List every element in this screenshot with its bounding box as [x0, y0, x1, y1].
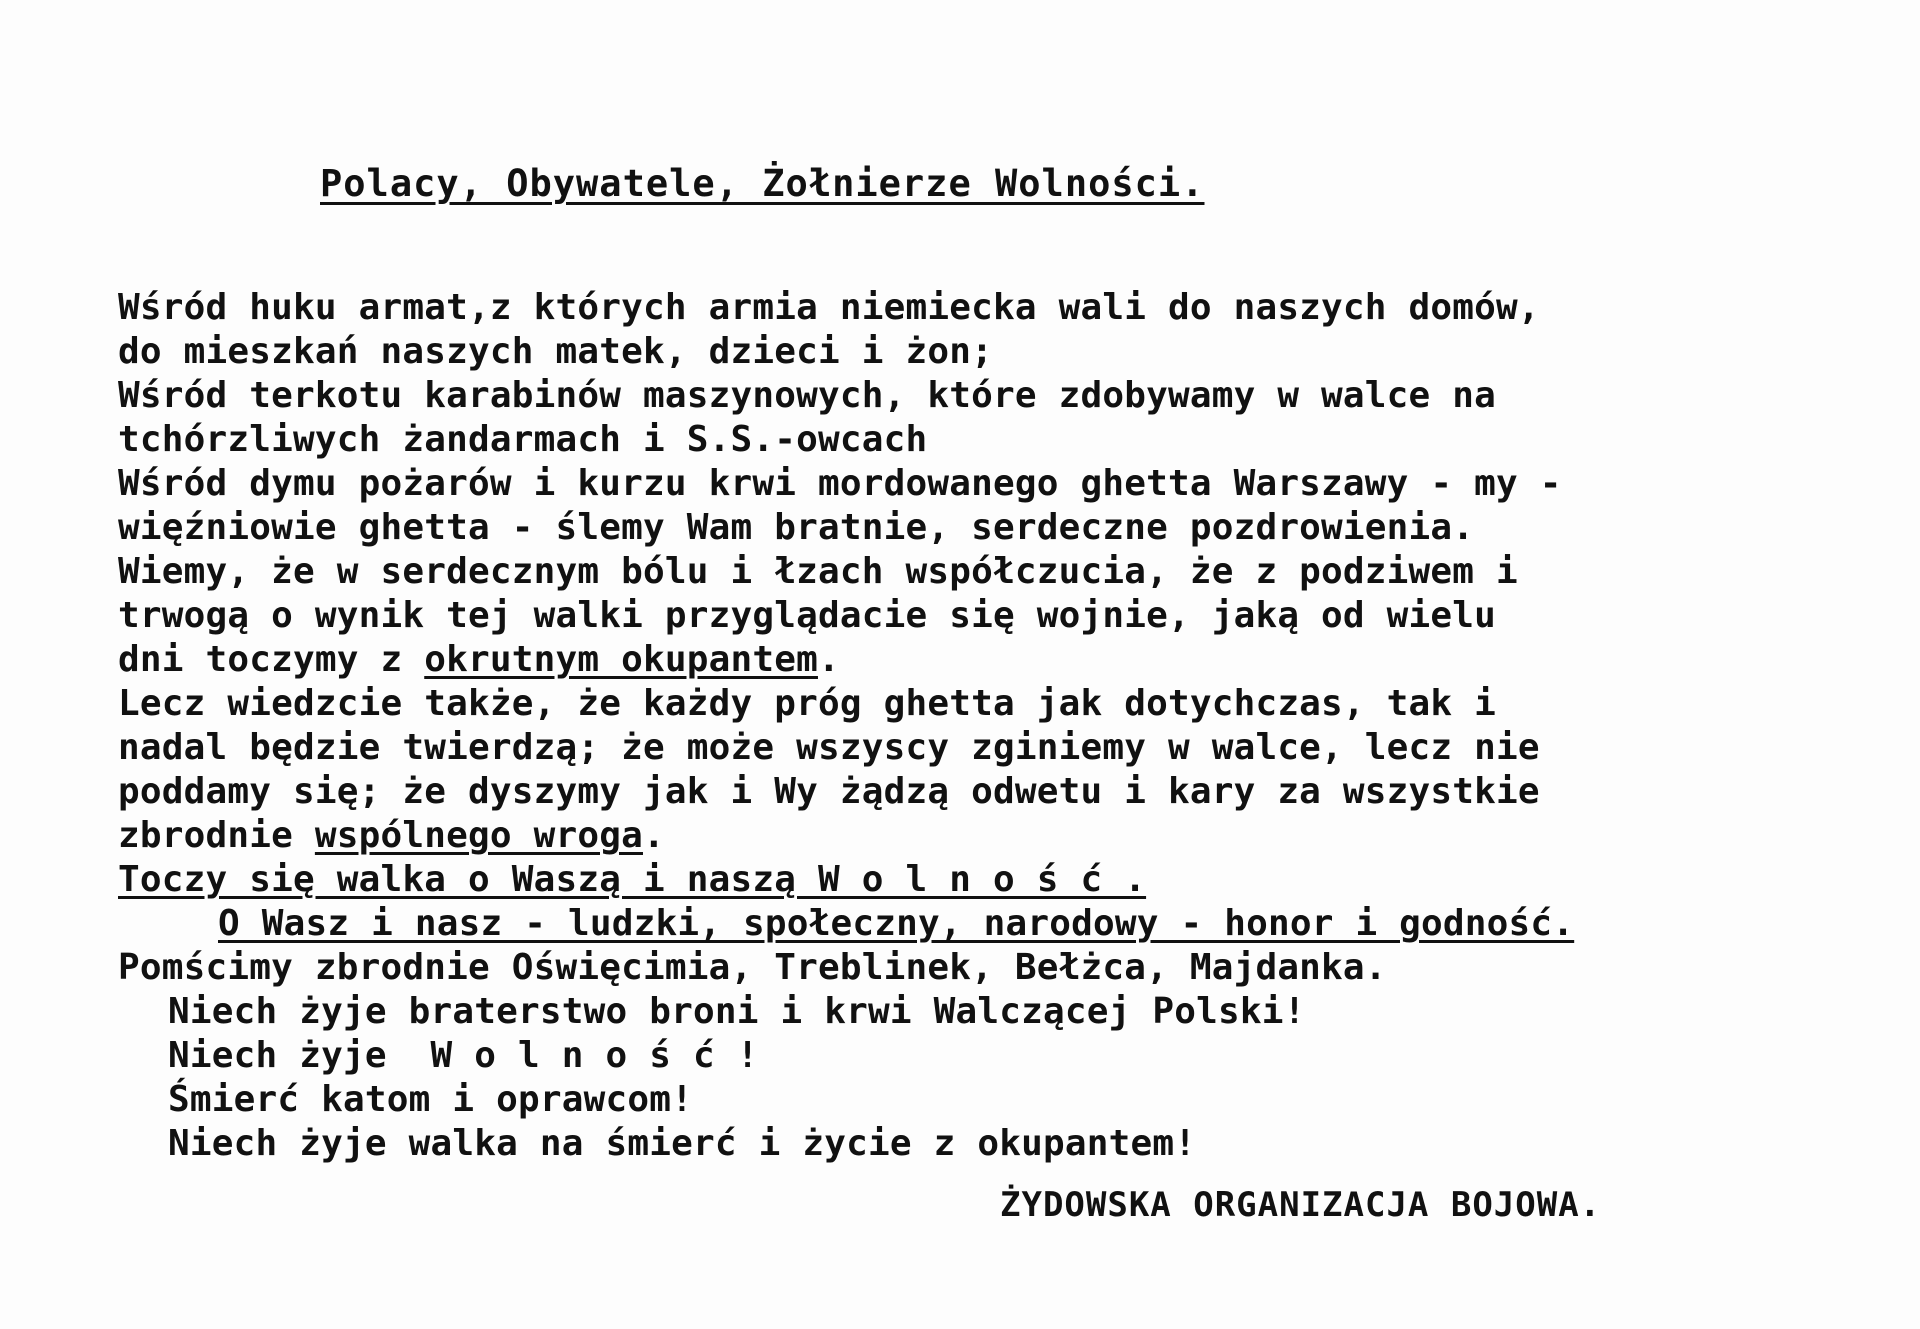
text-line-13-start: zbrodnie — [118, 815, 315, 856]
underlined-phrase: okrutnym okupantem — [424, 639, 818, 680]
text-line-12: poddamy się; że dyszymy jak i Wy żądzą odwetu i kary za wszystkie — [118, 771, 1540, 812]
text-line-8: trwogą o wynik tej walki przyglądacie się wojnie, jaką od wielu — [118, 595, 1497, 636]
text-line-11: nadal będzie twierdzą; że może wszyscy zginiemy w walce, lecz nie — [118, 727, 1540, 768]
text-line-2: do mieszkań naszych matek, dzieci i żon; — [118, 331, 993, 372]
text-line-5: Wśród dymu pożarów i kurzu krwi mordowanego ghetta Warszawy - my - — [118, 463, 1562, 504]
text-line-13 — [118, 814, 1818, 858]
signature: ŻYDOWSKA ORGANIZACJA BOJOWA. — [1000, 1185, 1602, 1225]
text-line-15: O Wasz i nasz - ludzki, społeczny, narodowy - honor i godność. — [218, 903, 1575, 944]
text-line-13-end: . — [642, 815, 665, 856]
text-line-7: Wiemy, że w serdecznym bólu i łzach współczucia, że z podziwem i — [118, 551, 1518, 592]
text-line-3: Wśród terkotu karabinów maszynowych, które zdobywamy w walce na — [118, 375, 1497, 416]
text-line-9 — [118, 638, 1818, 682]
text-line-19: Śmierć katom i oprawcom! — [168, 1079, 693, 1120]
text-line-9-start: dni toczymy z — [118, 639, 425, 680]
text-line-4: tchórzliwych żandarmach i S.S.-owcach — [118, 419, 928, 460]
document-body — [118, 286, 1818, 1166]
text-line-9-end: . — [817, 639, 840, 680]
text-line-14: Toczy się walka o Waszą i naszą W o l n o ś ć . — [118, 859, 1147, 900]
text-line-17: Niech żyje braterstwo broni i krwi Walczącej Polski! — [168, 991, 1306, 1032]
underlined-phrase: wspólnego wroga — [314, 815, 643, 856]
document-title: Polacy, Obywatele, Żołnierze Wolności. — [320, 162, 1205, 205]
text-line-6: więźniowie ghetta - ślemy Wam bratnie, serdeczne pozdrowienia. — [118, 507, 1475, 548]
text-line-10: Lecz wiedzcie także, że każdy próg ghetta jak dotychczas, tak i — [118, 683, 1497, 724]
text-line-18: Niech żyje W o l n o ś ć ! — [168, 1035, 759, 1076]
text-line-16: Pomścimy zbrodnie Oświęcimia, Treblinek, Bełżca, Majdanka. — [118, 947, 1387, 988]
text-line-1: Wśród huku armat,z których armia niemiecka wali do naszych domów, — [118, 287, 1540, 328]
text-line-20: Niech żyje walka na śmierć i życie z okupantem! — [168, 1123, 1197, 1164]
